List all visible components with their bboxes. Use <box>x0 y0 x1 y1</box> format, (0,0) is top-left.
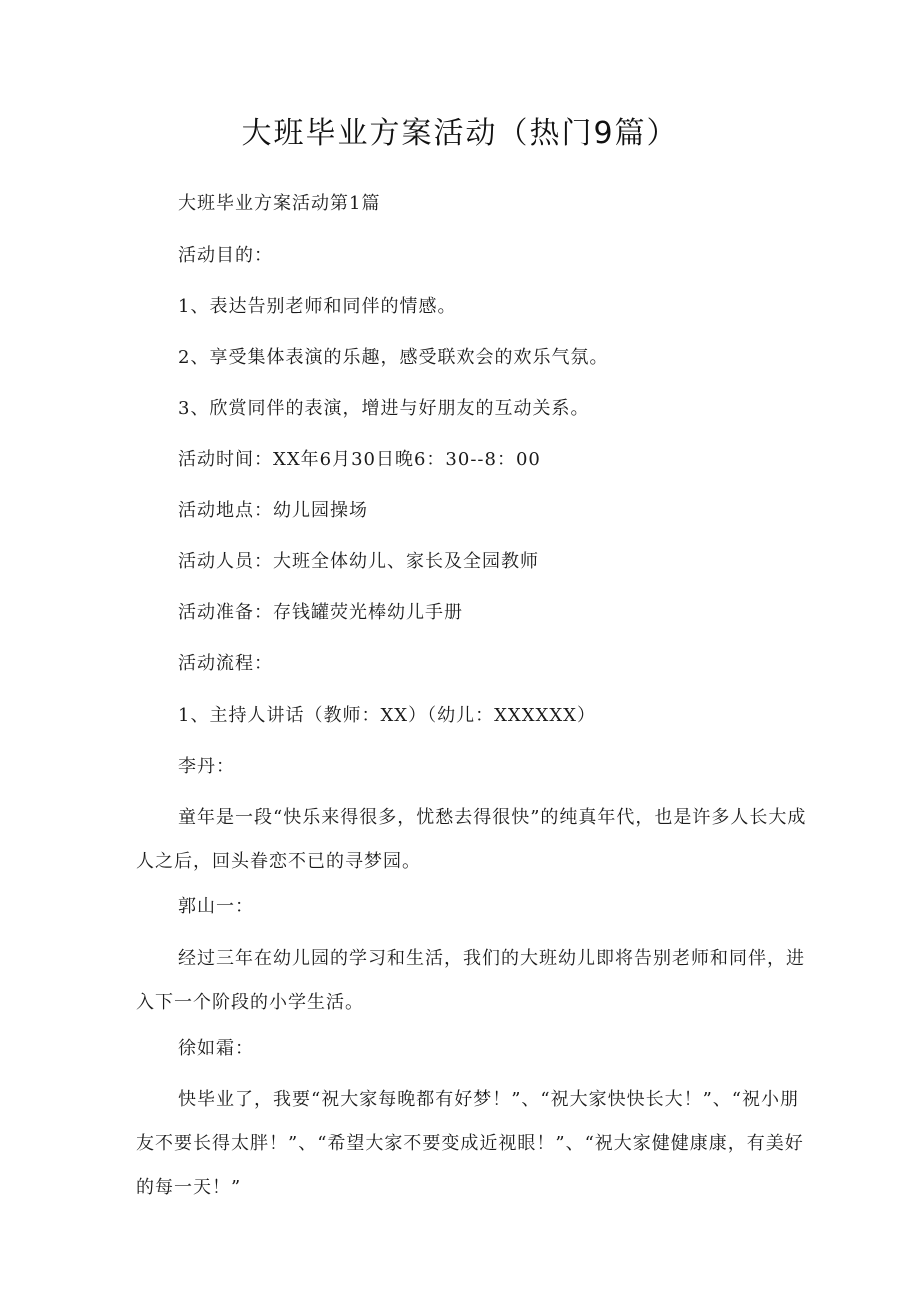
text-line: 活动准备：存钱罐荧光棒幼儿手册 <box>178 602 463 623</box>
text-line: 活动流程： <box>178 653 273 674</box>
text-line: 1、表达告别老师和同伴的情感。 <box>178 296 457 317</box>
section-heading: 大班毕业方案活动第1篇 <box>178 193 381 214</box>
text-line: 3、欣赏同伴的表演，增进与好朋友的互动关系。 <box>178 398 590 419</box>
speaker-label: 李丹： <box>178 756 235 777</box>
text-line: 活动人员：大班全体幼儿、家长及全园教师 <box>178 551 539 572</box>
text-line: 活动目的： <box>178 245 273 266</box>
paragraph: 童年是一段“快乐来得很多，忧愁去得很快”的纯真年代，也是许多人长大成人之后，回头眷恋不已的寻梦园。 <box>136 807 807 872</box>
text-line: 2、享受集体表演的乐趣，感受联欢会的欢乐气氛。 <box>178 347 609 368</box>
text-line: 1、主持人讲话（教师：XX）（幼儿：XXXXXX） <box>178 705 596 726</box>
speaker-label: 郭山一： <box>178 896 254 917</box>
paragraph: 快毕业了，我要“祝大家每晚都有好梦！”、“祝大家快快长大！”、“祝小朋友不要长得太胖！”、“希望大家不要变成近视眼！”、“祝大家健健康康，有美好的每一天！” <box>136 1089 804 1198</box>
text-line: 活动地点：幼儿园操场 <box>178 500 368 521</box>
speaker-label: 徐如霜： <box>178 1038 254 1059</box>
paragraph: 经过三年在幼儿园的学习和生活，我们的大班幼儿即将告别老师和同伴，进入下一个阶段的小学生活。 <box>136 948 805 1013</box>
text-line: 活动时间：XX年6月30日晚6：30--8：00 <box>178 449 541 470</box>
document-title: 大班毕业方案活动（热门9篇） <box>241 116 679 151</box>
